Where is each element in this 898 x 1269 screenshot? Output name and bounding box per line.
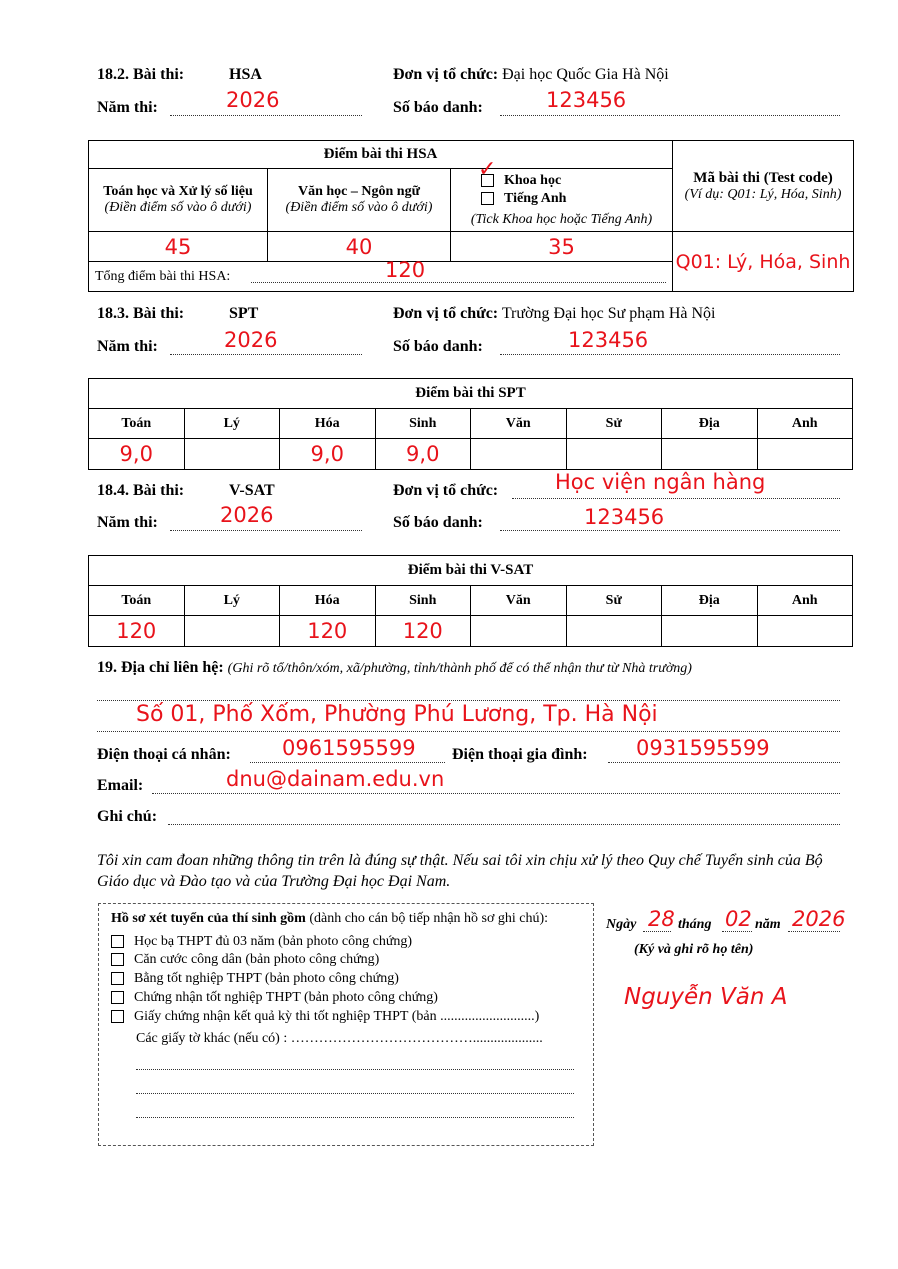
spt-subject-toan: Toán <box>89 409 185 439</box>
phone-value[interactable]: 0961595599 <box>282 736 416 760</box>
vsat-score-van[interactable] <box>471 616 567 647</box>
vsat-org-value[interactable]: Học viện ngân hàng <box>555 470 766 494</box>
sign-month-label: tháng <box>678 917 712 932</box>
spt-score-sinh[interactable]: 9,0 <box>375 439 471 470</box>
spt-score-su[interactable] <box>566 439 662 470</box>
hsa-col-literature-title: Văn học – Ngôn ngữ <box>298 184 420 199</box>
document-item[interactable]: Giấy chứng nhận kết quả kỳ thi tốt nghiệp THPT (bản ...........................) <box>111 1009 539 1025</box>
vsat-exam-name: V-SAT <box>229 482 275 499</box>
note-label: Ghi chú: <box>97 808 158 825</box>
spt-org-label: Đơn vị tổ chức: <box>393 305 499 322</box>
spt-score-anh[interactable] <box>757 439 853 470</box>
spt-year-value[interactable]: 2026 <box>224 328 278 352</box>
hsa-code-header <box>673 141 854 232</box>
vsat-score-hoa[interactable]: 120 <box>280 616 376 647</box>
hsa-org-row <box>393 66 669 84</box>
family-phone-value[interactable]: 0931595599 <box>636 736 770 760</box>
declaration-text: Tôi xin cam đoan những thông tin trên là đúng sự thật. Nếu sai tôi xin chịu xử lý theo Quy chế Tuyển sinh của Bộ Giáo dục và Đào tạo và của Trường Đại học Đại Nam. <box>97 852 823 890</box>
address-heading <box>97 659 692 677</box>
spt-score-toan[interactable]: 9,0 <box>89 439 185 470</box>
spt-score-van[interactable] <box>471 439 567 470</box>
document-item[interactable]: Học bạ THPT đủ 03 năm (bản photo công chứng) <box>111 934 412 950</box>
vsat-subject-toan: Toán <box>89 586 185 616</box>
vsat-sbd-value[interactable]: 123456 <box>584 505 665 529</box>
spt-table-title: Điểm bài thi SPT <box>89 379 853 409</box>
hsa-section-label: 18.2. Bài thi: <box>97 66 185 83</box>
document-checklist-title <box>111 911 548 927</box>
document-checkbox-icon[interactable] <box>111 935 124 948</box>
hsa-sbd-label: Số báo danh: <box>393 99 483 116</box>
document-item[interactable]: Bằng tốt nghiệp THPT (bản photo công chứng) <box>111 971 399 987</box>
spt-section-label: 18.3. Bài thi: <box>97 305 185 322</box>
vsat-subject-anh: Anh <box>757 586 853 616</box>
hsa-col-literature-sub: (Điền điểm số vào ô dưới) <box>285 200 433 215</box>
address-label: 19. Địa chỉ liên hệ: <box>97 659 224 676</box>
spt-org-value: Trường Đại học Sư phạm Hà Nội <box>501 305 716 322</box>
vsat-score-anh[interactable] <box>757 616 853 647</box>
hsa-col-math-sub: (Điền điểm số vào ô dưới) <box>104 200 252 215</box>
spt-score-hoa[interactable]: 9,0 <box>280 439 376 470</box>
vsat-year-value[interactable]: 2026 <box>220 503 274 527</box>
hsa-table-title: Điểm bài thi HSA <box>89 141 673 169</box>
hsa-code-value[interactable]: Q01: Lý, Hóa, Sinh <box>673 232 854 292</box>
sign-day-label: Ngày <box>606 917 637 932</box>
spt-subject-hoa: Hóa <box>280 409 376 439</box>
address-value[interactable]: Số 01, Phố Xốm, Phường Phú Lương, Tp. Hà Nội <box>136 702 658 727</box>
hsa-code-example: (Ví dụ: Q01: Lý, Hóa, Sinh) <box>684 186 842 202</box>
family-phone-label: Điện thoại gia đình: <box>452 746 588 763</box>
signature-name[interactable]: Nguyễn Văn A <box>624 984 788 1010</box>
vsat-subject-hoa: Hóa <box>280 586 376 616</box>
document-item[interactable]: Chứng nhận tốt nghiệp THPT (bản photo công chứng) <box>111 990 438 1006</box>
vsat-section-label: 18.4. Bài thi: <box>97 482 185 499</box>
document-checklist-title-rest: (dành cho cán bộ tiếp nhận hồ sơ ghi chú): <box>305 911 549 926</box>
document-checklist-title-bold: Hồ sơ xét tuyển của thí sinh gồm <box>111 911 306 926</box>
hsa-org-label: Đơn vị tổ chức: <box>393 66 499 83</box>
document-checkbox-icon[interactable] <box>111 972 124 985</box>
hsa-year-label: Năm thi: <box>97 99 158 116</box>
spt-score-table <box>88 378 853 470</box>
document-checklist-box <box>98 903 594 1146</box>
spt-subject-ly: Lý <box>184 409 280 439</box>
document-item[interactable]: Căn cước công dân (bản photo công chứng) <box>111 952 379 968</box>
spt-score-dia[interactable] <box>662 439 758 470</box>
hsa-exam-name: HSA <box>229 66 262 83</box>
science-check-mark: ✓ <box>478 157 497 182</box>
vsat-score-dia[interactable] <box>662 616 758 647</box>
vsat-subject-su: Sử <box>566 586 662 616</box>
hsa-total-value[interactable]: 120 <box>385 258 426 282</box>
spt-score-ly[interactable] <box>184 439 280 470</box>
hsa-total-label: Tổng điểm bài thi HSA: <box>95 268 231 284</box>
phone-label: Điện thoại cá nhân: <box>97 746 231 763</box>
hsa-total-row <box>89 258 673 292</box>
spt-subject-sinh: Sinh <box>375 409 471 439</box>
spt-sbd-label: Số báo danh: <box>393 338 483 355</box>
hsa-col-math-title: Toán học và Xử lý số liệu <box>103 184 253 199</box>
hsa-option-english[interactable] <box>481 191 566 207</box>
vsat-org-label: Đơn vị tổ chức: <box>393 482 499 499</box>
sign-year-label: năm <box>755 917 781 932</box>
vsat-subject-dia: Địa <box>662 586 758 616</box>
english-checkbox[interactable] <box>481 192 494 205</box>
hsa-option-science-label: Khoa học <box>504 173 562 188</box>
vsat-score-table <box>88 555 853 647</box>
other-documents-label: Các giấy tờ khác (nếu có) : ………………………………….................... <box>136 1031 543 1046</box>
sign-instruction: (Ký và ghi rõ họ tên) <box>634 942 754 957</box>
vsat-subject-sinh: Sinh <box>375 586 471 616</box>
hsa-col-literature <box>268 169 451 232</box>
document-checkbox-icon[interactable] <box>111 953 124 966</box>
hsa-sbd-value[interactable]: 123456 <box>546 88 627 112</box>
document-checkbox-icon[interactable] <box>111 991 124 1004</box>
hsa-col-math <box>89 169 268 232</box>
sign-year-value[interactable]: 2026 <box>792 907 846 931</box>
vsat-score-ly[interactable] <box>184 616 280 647</box>
sign-day-value[interactable]: 28 <box>648 907 675 931</box>
hsa-score-table <box>88 140 854 292</box>
address-note: (Ghi rõ tổ/thôn/xóm, xã/phường, tỉnh/thành phố để có thể nhận thư từ Nhà trường) <box>227 661 692 676</box>
hsa-option-note: (Tick Khoa học hoặc Tiếng Anh) <box>470 212 653 227</box>
hsa-score-math[interactable]: 45 <box>89 232 268 262</box>
spt-subject-anh: Anh <box>757 409 853 439</box>
spt-exam-name: SPT <box>229 305 259 322</box>
hsa-option-english-label: Tiếng Anh <box>504 191 567 206</box>
hsa-score-option[interactable]: 35 <box>451 232 673 262</box>
spt-subject-su: Sử <box>566 409 662 439</box>
spt-subject-van: Văn <box>471 409 567 439</box>
vsat-year-label: Năm thi: <box>97 514 158 531</box>
vsat-score-su[interactable] <box>566 616 662 647</box>
spt-sbd-value[interactable]: 123456 <box>568 328 649 352</box>
vsat-sbd-label: Số báo danh: <box>393 514 483 531</box>
spt-year-label: Năm thi: <box>97 338 158 355</box>
hsa-code-title: Mã bài thi (Test code) <box>693 169 833 186</box>
sign-month-value[interactable]: 02 <box>725 907 752 931</box>
hsa-score-literature[interactable]: 40 <box>268 232 451 262</box>
email-label: Email: <box>97 777 144 794</box>
spt-subject-dia: Địa <box>662 409 758 439</box>
vsat-subject-van: Văn <box>471 586 567 616</box>
hsa-col-option <box>451 157 673 232</box>
document-checkbox-icon[interactable] <box>111 1010 124 1023</box>
spt-org-row <box>393 305 716 323</box>
vsat-table-title: Điểm bài thi V-SAT <box>89 556 853 586</box>
email-value[interactable]: dnu@dainam.edu.vn <box>226 767 445 791</box>
vsat-score-toan[interactable]: 120 <box>89 616 185 647</box>
vsat-subject-ly: Lý <box>184 586 280 616</box>
vsat-score-sinh[interactable]: 120 <box>375 616 471 647</box>
hsa-year-value[interactable]: 2026 <box>226 88 280 112</box>
hsa-org-value: Đại học Quốc Gia Hà Nội <box>502 66 669 83</box>
